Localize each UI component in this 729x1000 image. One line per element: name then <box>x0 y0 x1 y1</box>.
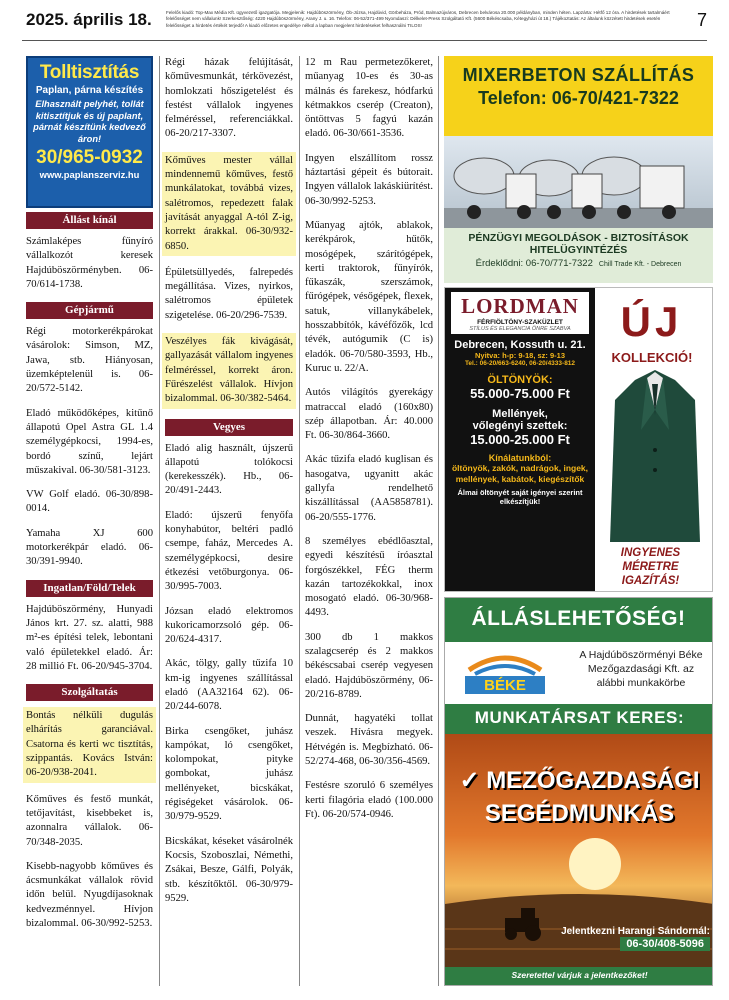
toll-body: Elhasznált pelyhét, tollát kitisztítjuk és új paplant, párnát készítünk kedvező áron! <box>33 99 146 144</box>
classified-ad: Festésre szoruló 6 személyes kerti filagória eladó (100.000 Ft). 06-20/574-0946. <box>305 780 433 820</box>
lordman-sub: FÉRFIÖLTÖNY-SZAKÜZLET <box>477 319 563 326</box>
lordman-slogan: STÍLUS ÉS ELEGANCIA ÖNRE SZABVA <box>469 326 571 332</box>
job-seeking: MUNKATÁRSAT KERES: <box>445 704 713 734</box>
mix-credit: HITELÜGYINTÉZÉS <box>529 244 628 256</box>
category-header: Állást kínál <box>26 212 153 229</box>
classified-ad: Yamaha XJ 600 motorkerékpár eladó. 06-30/391-9940. <box>26 527 153 568</box>
lordman-alteration: INGYENES MÉRETRE IGAZÍTÁS! <box>620 547 681 587</box>
lordman-address: Debrecen, Kossuth u. 21. <box>454 339 586 351</box>
lordman-collection: KOLLEKCIÓ! <box>611 350 693 365</box>
classified-ad: Épületsüllyedés, falrepedés megállítása. Vizes, nyirkos, salétromos épületek szigetelése. 06-20/296-7539. <box>165 266 293 321</box>
page-date: 2025. április 18. <box>26 10 152 29</box>
job-title: ÁLLÁSLEHETŐSÉG! <box>445 598 712 642</box>
lordman-tailor-note: Álmai öltönyét saját igényei szerint elkészítjük! <box>457 488 583 506</box>
classified-ad: Eladó: újszerű fenyőfa konyhabútor, beltéri padló csempe, faház, Mercedes A. személygépkocsi, desire étkezési vetőburgonya. 06-30/995-7003. <box>165 509 293 593</box>
column-1 <box>26 212 153 941</box>
lordman-hours: Nyitva: h-p: 9-18, sz: 9-13 <box>474 351 566 360</box>
classified-ad: Dunnát, hagyatéki tollat veszek. Hívásra megyek. Hétvégén is. Megbízható. 06-52/274-468, 06-30/356-4569. <box>305 713 433 768</box>
beke-logo <box>459 652 551 694</box>
classified-ad: Józsan eladó elektromos kukoricamorzsoló gép. 06-20/624-4317. <box>165 605 293 646</box>
job-ad <box>444 597 713 986</box>
classified-ad: Autós világítós gyerekágy matraccal eladó (160x80) szép állapotban. Ár: 40.000 Ft. 06-30/864-3660. <box>305 387 433 442</box>
lordman-ad <box>444 287 713 592</box>
column-2 <box>165 56 293 916</box>
suit-image <box>605 370 705 542</box>
job-company-block <box>445 642 713 704</box>
job-position-line1: ✓ MEZŐGAZDASÁGI <box>459 767 700 794</box>
tolltisztitas-ad <box>26 56 153 208</box>
mix-title: MIXERBETON SZÁLLÍTÁS <box>462 65 695 85</box>
toll-phone: 30/965-0932 <box>36 147 143 168</box>
mix-contact-phone: Érdeklődni: 06-70/771-7322 <box>475 258 593 269</box>
job-contact <box>485 925 710 951</box>
job-company: A Hajdúböszörményi Béke Mezőgazdasági Kft. az alábbi munkakörbe <box>579 649 703 689</box>
toll-title: Tolltisztítás <box>39 62 140 83</box>
page-number: 7 <box>696 10 707 30</box>
classified-ad: Birka csengőket, juhász kampókat, ló csengőket, kolompokat, pityke gombokat, juhász mellényeket, bicskákat, régiségeket vásárolok. 06-30/979-9529. <box>165 725 293 823</box>
classified-ad: Akác, tölgy, gally tűzifa 10 km-ig ingyenes szállítással eladó (AA32164 62). 06-20/244-6078. <box>165 658 293 713</box>
highlighted-ad: Kőműves mester vállal mindennemű kőműves, festő munkálatokat, továbbá vizes, salétromos, repedezett falak javítását anyaggal A-tól Z-ig, korrekt árakkal. 06-30/932-6850. <box>162 152 296 256</box>
job-phone: 06-30/408-5096 <box>620 937 710 951</box>
lordman-info-panel <box>445 288 595 592</box>
classified-ad: Ingyen elszállítom rossz háztartási gépeit és bútorait. Ingyen vállalok lakáskiürítést. 06-30/992-5253. <box>305 152 433 207</box>
toll-url[interactable]: www.paplanszerviz.hu <box>39 169 140 180</box>
lordman-vests-price: 15.000-25.000 Ft <box>470 432 570 447</box>
classified-ad: Régi motorkerékpárokat vásárolok: Simson, MZ, Jawa, stb. Hiányosan, üzemképtelenül is. 06-20/572-5142. <box>26 326 153 395</box>
mix-phone: Telefon: 06-70/421-7322 <box>478 88 679 108</box>
mix-company: Chill Trade Kft. - Debrecen <box>598 261 682 268</box>
lordman-logo <box>451 292 589 334</box>
concrete-mixer-trucks-image <box>444 136 713 228</box>
beke-logo-text: BÉKE <box>484 677 526 694</box>
column-divider <box>438 56 439 986</box>
lordman-tel: Tel.: 06-20/663-6240, 06-20/4333-812 <box>464 360 576 367</box>
category-header: Gépjármű <box>26 302 153 319</box>
category-header: Ingatlan/Föld/Telek <box>26 580 153 597</box>
classified-ad: Eladó alig használt, újszerű állapotú tolókocsi (kerekesszék). Hb., 06-20/491-2443. <box>165 442 293 497</box>
mix-contact <box>444 258 713 269</box>
category-header: Szolgáltatás <box>26 684 153 701</box>
lordman-new: ÚJ <box>620 298 683 345</box>
classified-ad: Régi házak felújítását, kőművesmunkát, térkövezést, homlokzati hőszigetelést és festést vállalok ingyenes felméréssel, referenciákkal. 06-20/217-3307. <box>165 57 293 140</box>
category-header: Vegyes <box>165 419 293 436</box>
highlighted-ad: Bontás nélküli dugulás elhárítás garanciával. Csatorna és kerti wc tisztítás, szippantás. Kovács István: 06-20/938-2041. <box>23 707 156 782</box>
lordman-suits-label: ÖLTÖNYÖK: <box>487 374 553 386</box>
truck-photo <box>444 136 713 228</box>
lordman-logo-text: LORDMAN <box>461 294 579 318</box>
highlighted-ad: Veszélyes fák kivágását, gallyazását vállalom ingyenes felméréssel, korrekt áron. Fűrészelést vállalok. Hívjon bizalommal. 06-30/382-5464. <box>162 333 296 408</box>
imprint-text: Felelős kiadó: Top-Max Média Kft. ügyvezető igazgatója. Megjelenik: Hajdúböszörmény, Ób-Józsa, Hajdúvid, Görbeháza, Pród, Balmazújváros, Debrecen belvárosa 20.000 példányban, minden héten. Lapzárta: Hétfő 12 óra. A hirdetések tartalmáért felelősséget nem vállalunk! Szerkesztőség: 4220 Hajdúböszörmény, Arany J. u. 16. Telefon: 06-52/371-499 Nyomdaszi: Délkelet-Press Szolgáltató Kft. (5600 Békéscsaba, Kétegyházi út 18.) Tájékoztatás: Az általunk közzétett hirdetések esetén felelősséget a hirdetés értékét terjedő! A kiadó előzetes engedélye nélkül a lapban megjelent hirdetéseket felhasználni TILOS! <box>166 10 670 28</box>
classified-ad: Bicskákat, késeket vásárolnék Kocsis, Szoboszlai, Némethi, Zsákai, Besze, Gálfi, Polyák, stb. készítőktől. 06-30/979-9529. <box>165 835 293 904</box>
classified-ad: 300 db 1 makkos szalagcserép és 2 makkos békéscsabai cserép vegyesen eladó. Hajdúböszörmény, 06-20/216-8789. <box>305 631 433 700</box>
lordman-vests-label: Mellények, <box>492 408 548 420</box>
classified-ad: Akác tűzifa eladó kuglisan és hasogatva, ugyanitt akác gallyfa rendelhető kiszállítással (AA5858781). 06-20/555-1776. <box>305 454 433 523</box>
lordman-offer-list: öltönyök, zakók, nadrágok, ingek, mellények, kabátok, kiegészítők <box>451 463 589 484</box>
mix-finance: PÉNZÜGYI MEGOLDÁSOK - BIZTOSÍTÁSOK <box>468 232 689 244</box>
job-contact-label: Jelentkezni Harangi Sándornál: <box>561 926 710 937</box>
lordman-suits-price: 55.000-75.000 Ft <box>470 386 570 401</box>
column-3 <box>305 56 433 832</box>
job-position-line2: SEGÉDMUNKÁS <box>484 800 675 827</box>
classified-ad: Kisebb-nagyobb kőműves és ácsmunkákat vállalok rövid időn belül. Nyugdíjasoknak kedvezménnyel. Hívjon bizalommal. 06-30/992-5253. <box>26 860 153 929</box>
job-footer: Szeretettel várjuk a jelentkezőket! <box>445 967 713 985</box>
beke-logo-icon <box>459 652 551 694</box>
classified-ad: VW Golf eladó. 06-30/898-0014. <box>26 489 153 515</box>
mixerbeton-ad <box>444 56 713 283</box>
classified-ad: Számlaképes fűnyíró vállalkozót keresek Hajdúböszörményben. 06-70/614-1738. <box>26 236 153 290</box>
toll-subtitle: Paplan, párna készítés <box>35 85 144 96</box>
column-divider <box>299 56 300 986</box>
classified-ad: Hajdúböszörmény, Hunyadi János krt. 27. sz. alatti, 988 m²-es építési telek, lebontani való épületekkel eladó. Ár: 28 millió Ft. 06-20/945-3704. <box>26 603 153 672</box>
lordman-offer-label: Kínálatunkból: <box>488 453 552 463</box>
classified-ad: 8 személyes ebédlőasztal, egyedi készítésű íróasztal forgószékkel, FÉG therm kazán tartozékokkal, inox mosogató eladó. 06-30/968-4493. <box>305 535 433 619</box>
header-rule <box>22 40 707 41</box>
classified-ad: 12 m Rau permetezőkeret, műanyag 10-es és 30-as málnás és farekesz, hódfarkú kétmakkos cserép (Creaton), öntöttvas 5 fagyú kazán eladó. 06-30/661-3536. <box>305 57 433 140</box>
classified-ad: Műanyag ajtók, ablakok, kerékpárok, hűtők, mosógépek, szárítógépek, kerti traktorok, fűnyírók, fűkaszák, szerszámok, fűrógépek, vésőgépek, flexek, satuk, villanykábelek, hosszabbítók, kávéfőzők, lcd tévék, autógumik (C is) eladók. 06-70/580-3593, Hb., Kuruc u. 22/A. <box>305 219 433 374</box>
mix-header <box>444 56 713 136</box>
mix-footer <box>444 228 713 283</box>
column-divider <box>159 56 160 986</box>
lordman-groom-label: vőlegényi szettek: <box>472 420 568 432</box>
classified-ad: Kőműves és festő munkát, tetőjavítást, kisebbeket is, azonnalra vállalok. 06-70/348-2035. <box>26 793 153 848</box>
classified-ad: Eladó működőképes, kitűnő állapotú Opel Astra GL 1.4 személygépkocsi, 1994-es, bordó színű, lejárt műszakival. 06-30/581-3123. <box>26 407 153 476</box>
